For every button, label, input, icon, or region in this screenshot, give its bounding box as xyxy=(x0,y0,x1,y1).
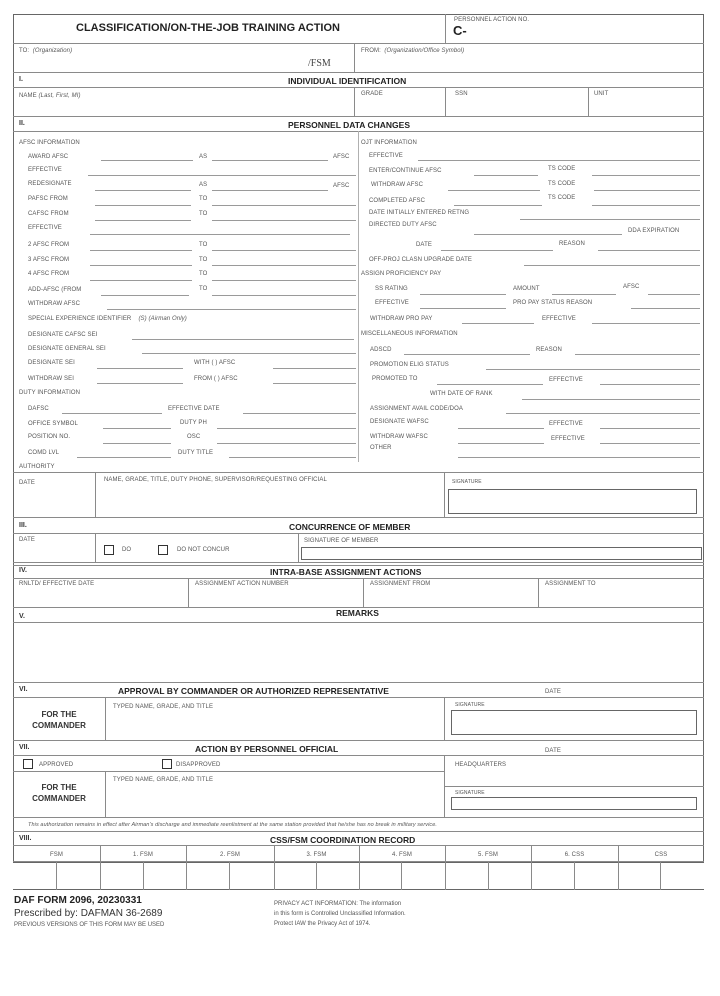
withdraw-afsc-input[interactable] xyxy=(107,309,356,310)
effective-label: EFFECTIVE xyxy=(369,153,403,159)
effective-label: EFFECTIVE xyxy=(28,167,62,173)
osc-label: OSC xyxy=(187,434,201,440)
designate-cafsc-sei-label: DESIGNATE CAFSC SEI xyxy=(28,332,98,338)
pro-pay-afsc-input[interactable] xyxy=(648,294,700,295)
afsc-info-heading: AFSC INFORMATION xyxy=(19,140,80,146)
afsc3-from-label: 3 AFSC FROM xyxy=(28,257,70,263)
ssn-field[interactable] xyxy=(448,98,586,114)
to-label: TO xyxy=(199,196,208,202)
personnel-action-no-value: C- xyxy=(453,23,467,38)
office-symbol-input[interactable] xyxy=(103,428,171,429)
pafsc-from-label: PAFSC FROM xyxy=(28,196,68,202)
effective-date-label: EFFECTIVE DATE xyxy=(168,406,220,412)
pro-pay-status-reason-input[interactable] xyxy=(631,308,700,309)
directed-duty-afsc-input[interactable] xyxy=(474,234,622,235)
section-2-number: II. xyxy=(19,120,25,127)
ts-code-label: TS CODE xyxy=(548,166,576,172)
add-afsc-from-input[interactable] xyxy=(101,295,189,296)
cafsc-from-input[interactable] xyxy=(95,220,191,221)
section-8-number: VIII. xyxy=(19,835,32,842)
coord-col-4-fsm: 4. FSM xyxy=(359,845,445,890)
afsc4-from-input[interactable] xyxy=(90,280,192,281)
directed-duty-afsc-label: DIRECTED DUTY AFSC xyxy=(369,222,437,228)
do-concur-checkbox[interactable] xyxy=(104,545,114,555)
date-entered-retng-input[interactable] xyxy=(520,219,700,220)
from-label: FROM: (Organization/Office Symbol) xyxy=(361,48,465,54)
redesignate-label: REDESIGNATE xyxy=(28,181,72,187)
section-7-title: ACTION BY PERSONNEL OFFICIAL xyxy=(195,744,339,754)
afsc4-to-input[interactable] xyxy=(212,280,356,281)
redesignate-input[interactable] xyxy=(95,190,191,191)
effective-label: EFFECTIVE xyxy=(549,377,583,383)
reason-label: REASON xyxy=(536,347,562,353)
comd-lvl-input[interactable] xyxy=(77,457,171,458)
section-3-number: III. xyxy=(19,522,27,529)
osc-input[interactable] xyxy=(217,443,356,444)
approval-date-label: DATE xyxy=(545,689,561,695)
coord-cell[interactable] xyxy=(276,863,315,888)
coord-col-1-fsm: 1. FSM xyxy=(100,845,186,890)
assignment-avail-code-input[interactable] xyxy=(506,413,700,414)
assignment-action-number-label: ASSIGNMENT ACTION NUMBER xyxy=(195,581,289,587)
amount-label: AMOUNT xyxy=(513,286,540,292)
coord-cell[interactable] xyxy=(231,863,271,888)
name-field[interactable] xyxy=(16,100,352,115)
ss-rating-input[interactable] xyxy=(420,294,506,295)
comd-lvl-label: COMD LVL xyxy=(28,450,60,456)
do-not-concur-checkbox[interactable] xyxy=(158,545,168,555)
ss-rating-label: SS RATING xyxy=(375,286,408,292)
approved-label: APPROVED xyxy=(39,762,74,768)
section-8-title: CSS/FSM COORDINATION RECORD xyxy=(270,835,416,845)
promotion-elig-status-input[interactable] xyxy=(486,369,700,370)
award-effective-input[interactable] xyxy=(88,175,356,176)
section-2-title: PERSONNEL DATA CHANGES xyxy=(288,120,411,130)
grade-label: GRADE xyxy=(361,91,383,97)
assignment-to-field[interactable] xyxy=(541,589,701,606)
section-1-number: I. xyxy=(19,76,23,83)
add-afsc-from-label: ADD-AFSC (FROM xyxy=(28,287,82,293)
approval-typed-name-field[interactable] xyxy=(108,712,441,738)
redesignate-as-input[interactable] xyxy=(212,190,328,191)
ojt-effective-input[interactable] xyxy=(418,160,700,161)
remarks-field[interactable] xyxy=(16,625,701,680)
ssn-label: SSN xyxy=(455,91,468,97)
disapproved-checkbox[interactable] xyxy=(162,759,172,769)
designate-sei-label: DESIGNATE SEI xyxy=(28,360,75,366)
afsc-label: AFSC xyxy=(333,183,350,189)
dda-date-input[interactable] xyxy=(441,250,553,251)
adscd-label: ADSCD xyxy=(370,347,392,353)
designate-sei-afsc-input[interactable] xyxy=(273,368,356,369)
cafsc-to-input[interactable] xyxy=(212,220,356,221)
section-1-title: INDIVIDUAL IDENTIFICATION xyxy=(288,76,407,86)
ojt-info-heading: OJT INFORMATION xyxy=(361,140,417,146)
amount-input[interactable] xyxy=(552,294,616,295)
to-label: TO: (Organization) xyxy=(19,48,73,54)
misc-info-heading: MISCELLANEOUS INFORMATION xyxy=(361,331,458,337)
withdraw-pro-pay-label: WITHDRAW PRO PAY xyxy=(370,316,433,322)
authority-official-label: NAME, GRADE, TITLE, DUTY PHONE, SUPERVISOR/REQUESTING OFFICIAL xyxy=(104,477,327,483)
form-id: DAF FORM 2096, 20230331 xyxy=(14,895,142,906)
headquarters-field[interactable] xyxy=(448,770,700,785)
off-proj-label: OFF-PROJ CLASN UPGRADE DATE xyxy=(369,257,472,263)
designate-general-sei-label: DESIGNATE GENERAL SEI xyxy=(28,346,106,352)
pafsc-to-input[interactable] xyxy=(212,205,356,206)
duty-title-label: DUTY TITLE xyxy=(178,450,214,456)
grade-field[interactable] xyxy=(357,98,444,114)
date-entered-retng-label: DATE INITIALLY ENTERED RETNG xyxy=(369,210,470,216)
personnel-typed-name-label: TYPED NAME, GRADE, AND TITLE xyxy=(113,777,214,783)
withdraw-sei-afsc-input[interactable] xyxy=(273,383,356,384)
coord-cell[interactable] xyxy=(58,863,98,888)
withdraw-sei-label: WITHDRAW SEI xyxy=(28,376,74,382)
coord-cell[interactable] xyxy=(403,863,443,888)
add-afsc-to-input[interactable] xyxy=(212,295,356,296)
designate-cafsc-sei-input[interactable] xyxy=(132,339,354,340)
section-3-title: CONCURRENCE OF MEMBER xyxy=(289,522,411,532)
coordination-grid xyxy=(13,845,704,890)
personnel-signature-label: SIGNATURE xyxy=(455,790,485,796)
section-5-number: V. xyxy=(19,613,25,620)
designate-general-sei-input[interactable] xyxy=(142,353,356,354)
section-6-number: VI. xyxy=(19,686,28,693)
for-the-commander-label: FOR THE COMMANDER xyxy=(32,710,86,730)
enter-continue-afsc-input[interactable] xyxy=(474,175,538,176)
to-label: TO xyxy=(199,271,208,277)
with-afsc-label: WITH ( ) AFSC xyxy=(194,360,236,366)
as-label: AS xyxy=(199,182,208,188)
cafsc-from-label: CAFSC FROM xyxy=(28,211,69,217)
authority-label: AUTHORITY xyxy=(19,464,55,470)
afsc2-to-input[interactable] xyxy=(212,250,356,251)
cafsc-effective-input[interactable] xyxy=(90,234,350,235)
unit-label: UNIT xyxy=(594,91,609,97)
privacy-act-info: PRIVACY ACT INFORMATION: The information in this form is Controlled Unclassified Information. Protect IAW the Privacy Act of 1974. xyxy=(274,901,406,927)
dafsc-label: DAFSC xyxy=(28,406,49,412)
withdraw-sei-input[interactable] xyxy=(97,383,183,384)
duty-ph-input[interactable] xyxy=(217,428,356,429)
completed-afsc-label: COMPLETED AFSC xyxy=(369,198,426,204)
afsc-label: AFSC xyxy=(333,154,350,160)
assignment-from-label: ASSIGNMENT FROM xyxy=(370,581,431,587)
designate-sei-input[interactable] xyxy=(97,368,183,369)
assignment-avail-code-label: ASSIGNMENT AVAIL CODE/DOA xyxy=(370,406,463,412)
effective-label: EFFECTIVE xyxy=(28,225,62,231)
coord-cell[interactable] xyxy=(102,863,142,888)
ts-code-label: TS CODE xyxy=(548,195,576,201)
concurrence-date-label: DATE xyxy=(19,537,35,543)
name-label: NAME (Last, First, MI) xyxy=(19,93,81,99)
dafsc-input[interactable] xyxy=(62,413,162,414)
withdraw-wafsc-input[interactable] xyxy=(458,443,544,444)
with-dor-input[interactable] xyxy=(522,399,700,400)
coord-col-3-fsm: 3. FSM xyxy=(274,845,359,890)
other-input[interactable] xyxy=(458,457,700,458)
coord-cell[interactable] xyxy=(662,863,702,888)
designate-wafsc-label: DESIGNATE WAFSC xyxy=(370,419,429,425)
to-label: TO xyxy=(199,242,208,248)
do-not-concur-label: DO NOT CONCUR xyxy=(177,547,230,553)
to-label: TO xyxy=(199,211,208,217)
section-6-title: APPROVAL BY COMMANDER OR AUTHORIZED REPRESENTATIVE xyxy=(118,686,389,696)
signature-of-member-label: SIGNATURE OF MEMBER xyxy=(304,538,379,544)
withdraw-wafsc-effective-input[interactable] xyxy=(600,443,700,444)
completed-ts-code-input[interactable] xyxy=(592,205,700,206)
afsc3-to-input[interactable] xyxy=(212,265,356,266)
dda-reason-input[interactable] xyxy=(598,250,700,251)
dda-expiration-label: DDA EXPIRATION xyxy=(628,228,680,234)
other-label: OTHER xyxy=(370,445,392,451)
enter-continue-afsc-label: ENTER/CONTINUE AFSC xyxy=(369,168,442,174)
designate-wafsc-effective-input[interactable] xyxy=(600,428,700,429)
personnel-action-no-field[interactable] xyxy=(450,23,700,41)
withdraw-afsc-label: WITHDRAW AFSC xyxy=(28,301,81,307)
coord-cell[interactable] xyxy=(576,863,616,888)
section-4-number: IV. xyxy=(19,567,27,574)
with-dor-label: WITH DATE OF RANK xyxy=(430,391,493,397)
position-no-label: POSITION NO. xyxy=(28,434,71,440)
sei-label: SPECIAL EXPERIENCE IDENTIFIER (S) (Airman Only) xyxy=(28,316,187,322)
withdraw-pro-pay-input[interactable] xyxy=(462,323,534,324)
withdraw-wafsc-label: WITHDRAW WAFSC xyxy=(370,434,428,440)
signature-of-member-box[interactable] xyxy=(301,547,702,560)
assignment-from-field[interactable] xyxy=(366,589,536,606)
authority-date-field[interactable] xyxy=(16,488,92,516)
assignment-action-number-field[interactable] xyxy=(191,589,361,606)
authority-signature-box[interactable] xyxy=(448,489,697,514)
date-label: DATE xyxy=(416,242,432,248)
from-organization-field[interactable] xyxy=(358,56,700,71)
afsc2-from-input[interactable] xyxy=(90,250,192,251)
coord-cell[interactable] xyxy=(145,863,185,888)
afsc3-from-input[interactable] xyxy=(90,265,192,266)
promoted-effective-input[interactable] xyxy=(600,384,700,385)
award-afsc-label: AWARD AFSC xyxy=(28,154,69,160)
ojt-withdraw-afsc-label: WITHDRAW AFSC xyxy=(371,182,424,188)
coord-col-6-css: 6. CSS xyxy=(531,845,618,890)
approved-checkbox[interactable] xyxy=(23,759,33,769)
office-symbol-label: OFFICE SYMBOL xyxy=(28,421,78,427)
effective-label: EFFECTIVE xyxy=(375,300,409,306)
pro-pay-status-reason-label: PRO PAY STATUS REASON xyxy=(513,300,593,306)
do-concur-label: DO xyxy=(122,547,132,553)
personnel-action-no-label: PERSONNEL ACTION NO. xyxy=(454,17,530,23)
afsc-label: AFSC xyxy=(623,284,640,290)
coord-cell[interactable] xyxy=(490,863,529,888)
effective-label: EFFECTIVE xyxy=(542,316,576,322)
assignment-to-label: ASSIGNMENT TO xyxy=(545,581,596,587)
promoted-to-label: PROMOTED TO xyxy=(372,376,418,382)
for-the-commander-label: FOR THE COMMANDER xyxy=(32,783,86,803)
as-label: AS xyxy=(199,154,208,160)
coord-cell[interactable] xyxy=(620,863,659,888)
coord-cell[interactable] xyxy=(188,863,228,888)
duty-title-input[interactable] xyxy=(229,457,356,458)
previous-versions-note: PREVIOUS VERSIONS OF THIS FORM MAY BE USED xyxy=(14,922,165,928)
coord-cell[interactable] xyxy=(318,863,357,888)
withdraw-pro-pay-effective-input[interactable] xyxy=(592,323,700,324)
coord-cell[interactable] xyxy=(533,863,573,888)
coord-col-2-fsm: 2. FSM xyxy=(186,845,274,890)
duty-ph-label: DUTY PH xyxy=(180,420,207,426)
enter-ts-code-input[interactable] xyxy=(592,175,700,176)
duty-effective-date-input[interactable] xyxy=(243,413,356,414)
personnel-typed-name-field[interactable] xyxy=(108,785,441,815)
duty-info-heading: DUTY INFORMATION xyxy=(19,390,81,396)
position-no-input[interactable] xyxy=(103,443,171,444)
coord-col-css: CSS xyxy=(618,845,704,890)
form-title: CLASSIFICATION/ON-THE-JOB TRAINING ACTION xyxy=(76,22,340,34)
coord-col-fsm: FSM xyxy=(13,845,100,890)
personnel-signature-box[interactable] xyxy=(451,797,697,810)
approval-typed-name-label: TYPED NAME, GRADE, AND TITLE xyxy=(113,704,214,710)
completed-afsc-input[interactable] xyxy=(454,205,542,206)
rnltd-label: RNLTD/ EFFECTIVE DATE xyxy=(19,581,95,587)
from-afsc-label: FROM ( ) AFSC xyxy=(194,376,238,382)
afsc2-from-label: 2 AFSC FROM xyxy=(28,242,70,248)
section-7-number: VII. xyxy=(19,744,30,751)
authorization-note: This authorization remains in effect after Airman's discharge and immediate reenlistment at the same station provided that he/she has no break in military service. xyxy=(28,822,438,828)
personnel-date-label: DATE xyxy=(545,748,561,754)
to-label: TO xyxy=(199,286,208,292)
ts-code-label: TS CODE xyxy=(548,181,576,187)
to-label: TO xyxy=(199,257,208,263)
approval-signature-label: SIGNATURE xyxy=(455,702,485,708)
afsc4-from-label: 4 AFSC FROM xyxy=(28,271,70,277)
disapproved-label: DISAPPROVED xyxy=(176,762,221,768)
assign-pro-pay-heading: ASSIGN PROFICIENCY PAY xyxy=(361,271,442,277)
pafsc-from-input[interactable] xyxy=(95,205,191,206)
rnltd-field[interactable] xyxy=(16,589,186,606)
concurrence-date-field[interactable] xyxy=(16,545,92,560)
adscd-input[interactable] xyxy=(404,354,530,355)
unit-field[interactable] xyxy=(591,98,701,114)
effective-label: EFFECTIVE xyxy=(549,421,583,427)
coord-cell[interactable] xyxy=(447,863,487,888)
coord-cell[interactable] xyxy=(15,863,55,888)
authority-signature-label: SIGNATURE xyxy=(452,479,482,485)
adscd-reason-input[interactable] xyxy=(575,354,700,355)
to-value: /FSM xyxy=(308,58,331,69)
coord-col-5-fsm: 5. FSM xyxy=(445,845,531,890)
coord-cell[interactable] xyxy=(361,863,400,888)
reason-label: REASON xyxy=(559,241,585,247)
designate-wafsc-input[interactable] xyxy=(458,428,544,429)
to-organization-field[interactable] xyxy=(16,56,351,72)
headquarters-label: HEADQUARTERS xyxy=(455,762,507,768)
approval-signature-box[interactable] xyxy=(451,710,697,735)
effective-label: EFFECTIVE xyxy=(551,436,585,442)
promotion-elig-status-label: PROMOTION ELIG STATUS xyxy=(370,362,449,368)
pro-pay-effective-input[interactable] xyxy=(420,308,506,309)
authority-official-field[interactable] xyxy=(99,485,442,515)
promoted-to-input[interactable] xyxy=(437,384,543,385)
award-afsc-input[interactable] xyxy=(101,160,193,161)
off-proj-input[interactable] xyxy=(524,265,700,266)
withdraw-ts-code-input[interactable] xyxy=(594,190,700,191)
section-5-title: REMARKS xyxy=(336,608,379,618)
prescribed-by: Prescribed by: DAFMAN 36-2689 xyxy=(14,908,163,919)
section-4-title: INTRA-BASE ASSIGNMENT ACTIONS xyxy=(270,567,422,577)
authority-date-label: DATE xyxy=(19,480,35,486)
award-as-input[interactable] xyxy=(212,160,328,161)
ojt-withdraw-afsc-input[interactable] xyxy=(448,190,540,191)
